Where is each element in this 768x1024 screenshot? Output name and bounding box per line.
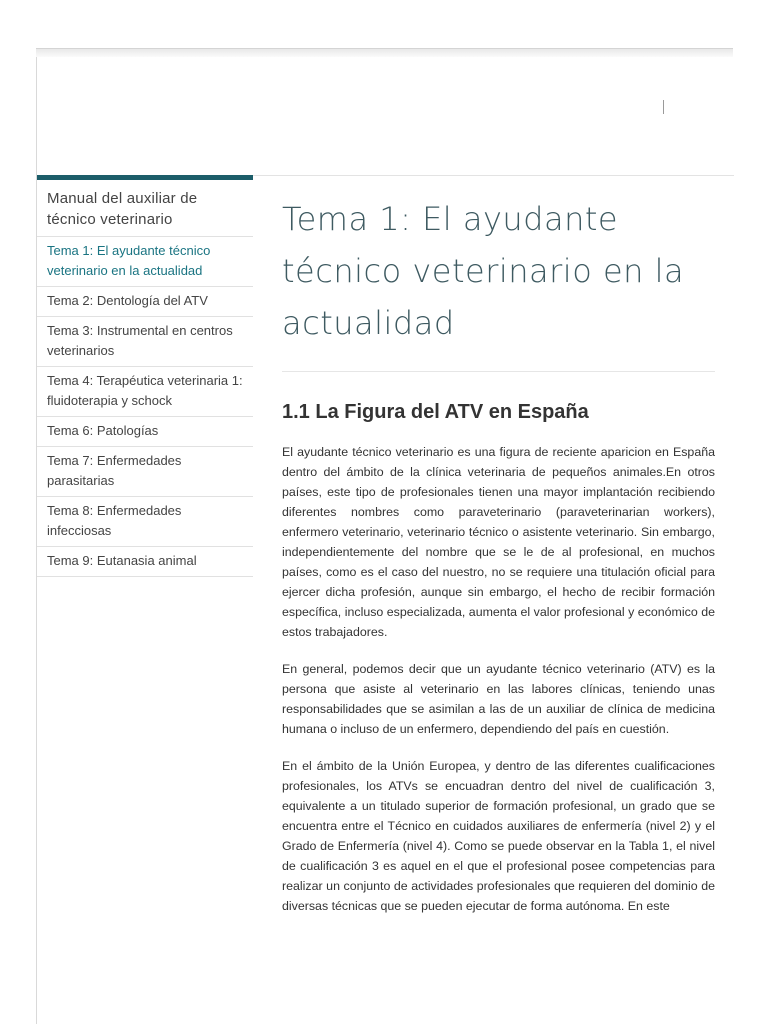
sidebar-item-tema-8[interactable]: Tema 8: Enfermedades infecciosas: [37, 497, 253, 547]
header: [37, 57, 734, 176]
main-content: [282, 175, 715, 916]
header-separator: [663, 100, 664, 114]
page: [36, 57, 734, 1024]
sidebar-item-tema-6[interactable]: Tema 6: Patologías: [37, 417, 253, 447]
title-divider: [282, 371, 715, 372]
sidebar: [37, 175, 253, 577]
paragraph-3: En el ámbito de la Unión Europea, y dentro de las diferentes cualificaciones profesionales, los ATVs se encuadran dentro del nivel de cualificación 3, equivalente a un titulado superior de formación profesional, un grado que se encuentra entre el Técnico en cuidados auxiliares de enfermería (nivel 2) y el Grado de Enfermería (nivel 4). Como se puede observar en la Tabla 1, el nivel de cualificación 3 es aquel en el que el profesional posee competencias para realizar un conjunto de actividades profesionales que requieren del dominio de diversas técnicas que se pueden ejecutar de forma autónoma. En este: [282, 759, 715, 913]
paragraph-2: En general, podemos decir que un ayudante técnico veterinario (ATV) es la persona que asiste al veterinario en las labores clínicas, teniendo unas responsabilidades que se asimilan a las de un auxiliar de clínica de medicina humana o incluso de un enfermero, dependiendo del país en cuestión.: [282, 662, 715, 736]
sidebar-item-tema-2[interactable]: Tema 2: Dentología del ATV: [37, 287, 253, 317]
sidebar-item-tema-1[interactable]: Tema 1: El ayudante técnico veterinario en la actualidad: [37, 237, 253, 287]
paragraph-1: El ayudante técnico veterinario es una figura de reciente aparicion en España dentro del ámbito de la clínica veterinaria de pequeños animales.En otros países, este tipo de profesionales tienen una mayor implantación recibiendo diferentes nombres como paraveterinario (paraveterinarian workers), enfermero veterinario, veterinario técnico o asistente veterinario. Sin embargo, independientemente del nombre que se le de al profesional, en muchos países, como es el caso del nuestro, no se requiere una titulación oficial para ejercer dicha profesión, aunque sin embargo, el hecho de recibir formación específica, incluso especializada, aumenta el valor profesional y económico de estos trabajadores.: [282, 445, 715, 639]
sidebar-item-tema-9[interactable]: Tema 9: Eutanasia animal: [37, 547, 253, 577]
chapter-title: Tema 1: El ayudante técnico veterinario en la actualidad: [282, 200, 685, 342]
section-title: 1.1 La Figura del ATV en España: [282, 401, 589, 423]
sidebar-item-tema-4[interactable]: Tema 4: Terapéutica veterinaria 1: fluidoterapia y schock: [37, 367, 253, 417]
sidebar-title[interactable]: Manual del auxiliar de técnico veterinario: [37, 180, 253, 237]
sidebar-item-tema-3[interactable]: Tema 3: Instrumental en centros veterinarios: [37, 317, 253, 367]
sidebar-item-tema-7[interactable]: Tema 7: Enfermedades parasitarias: [37, 447, 253, 497]
